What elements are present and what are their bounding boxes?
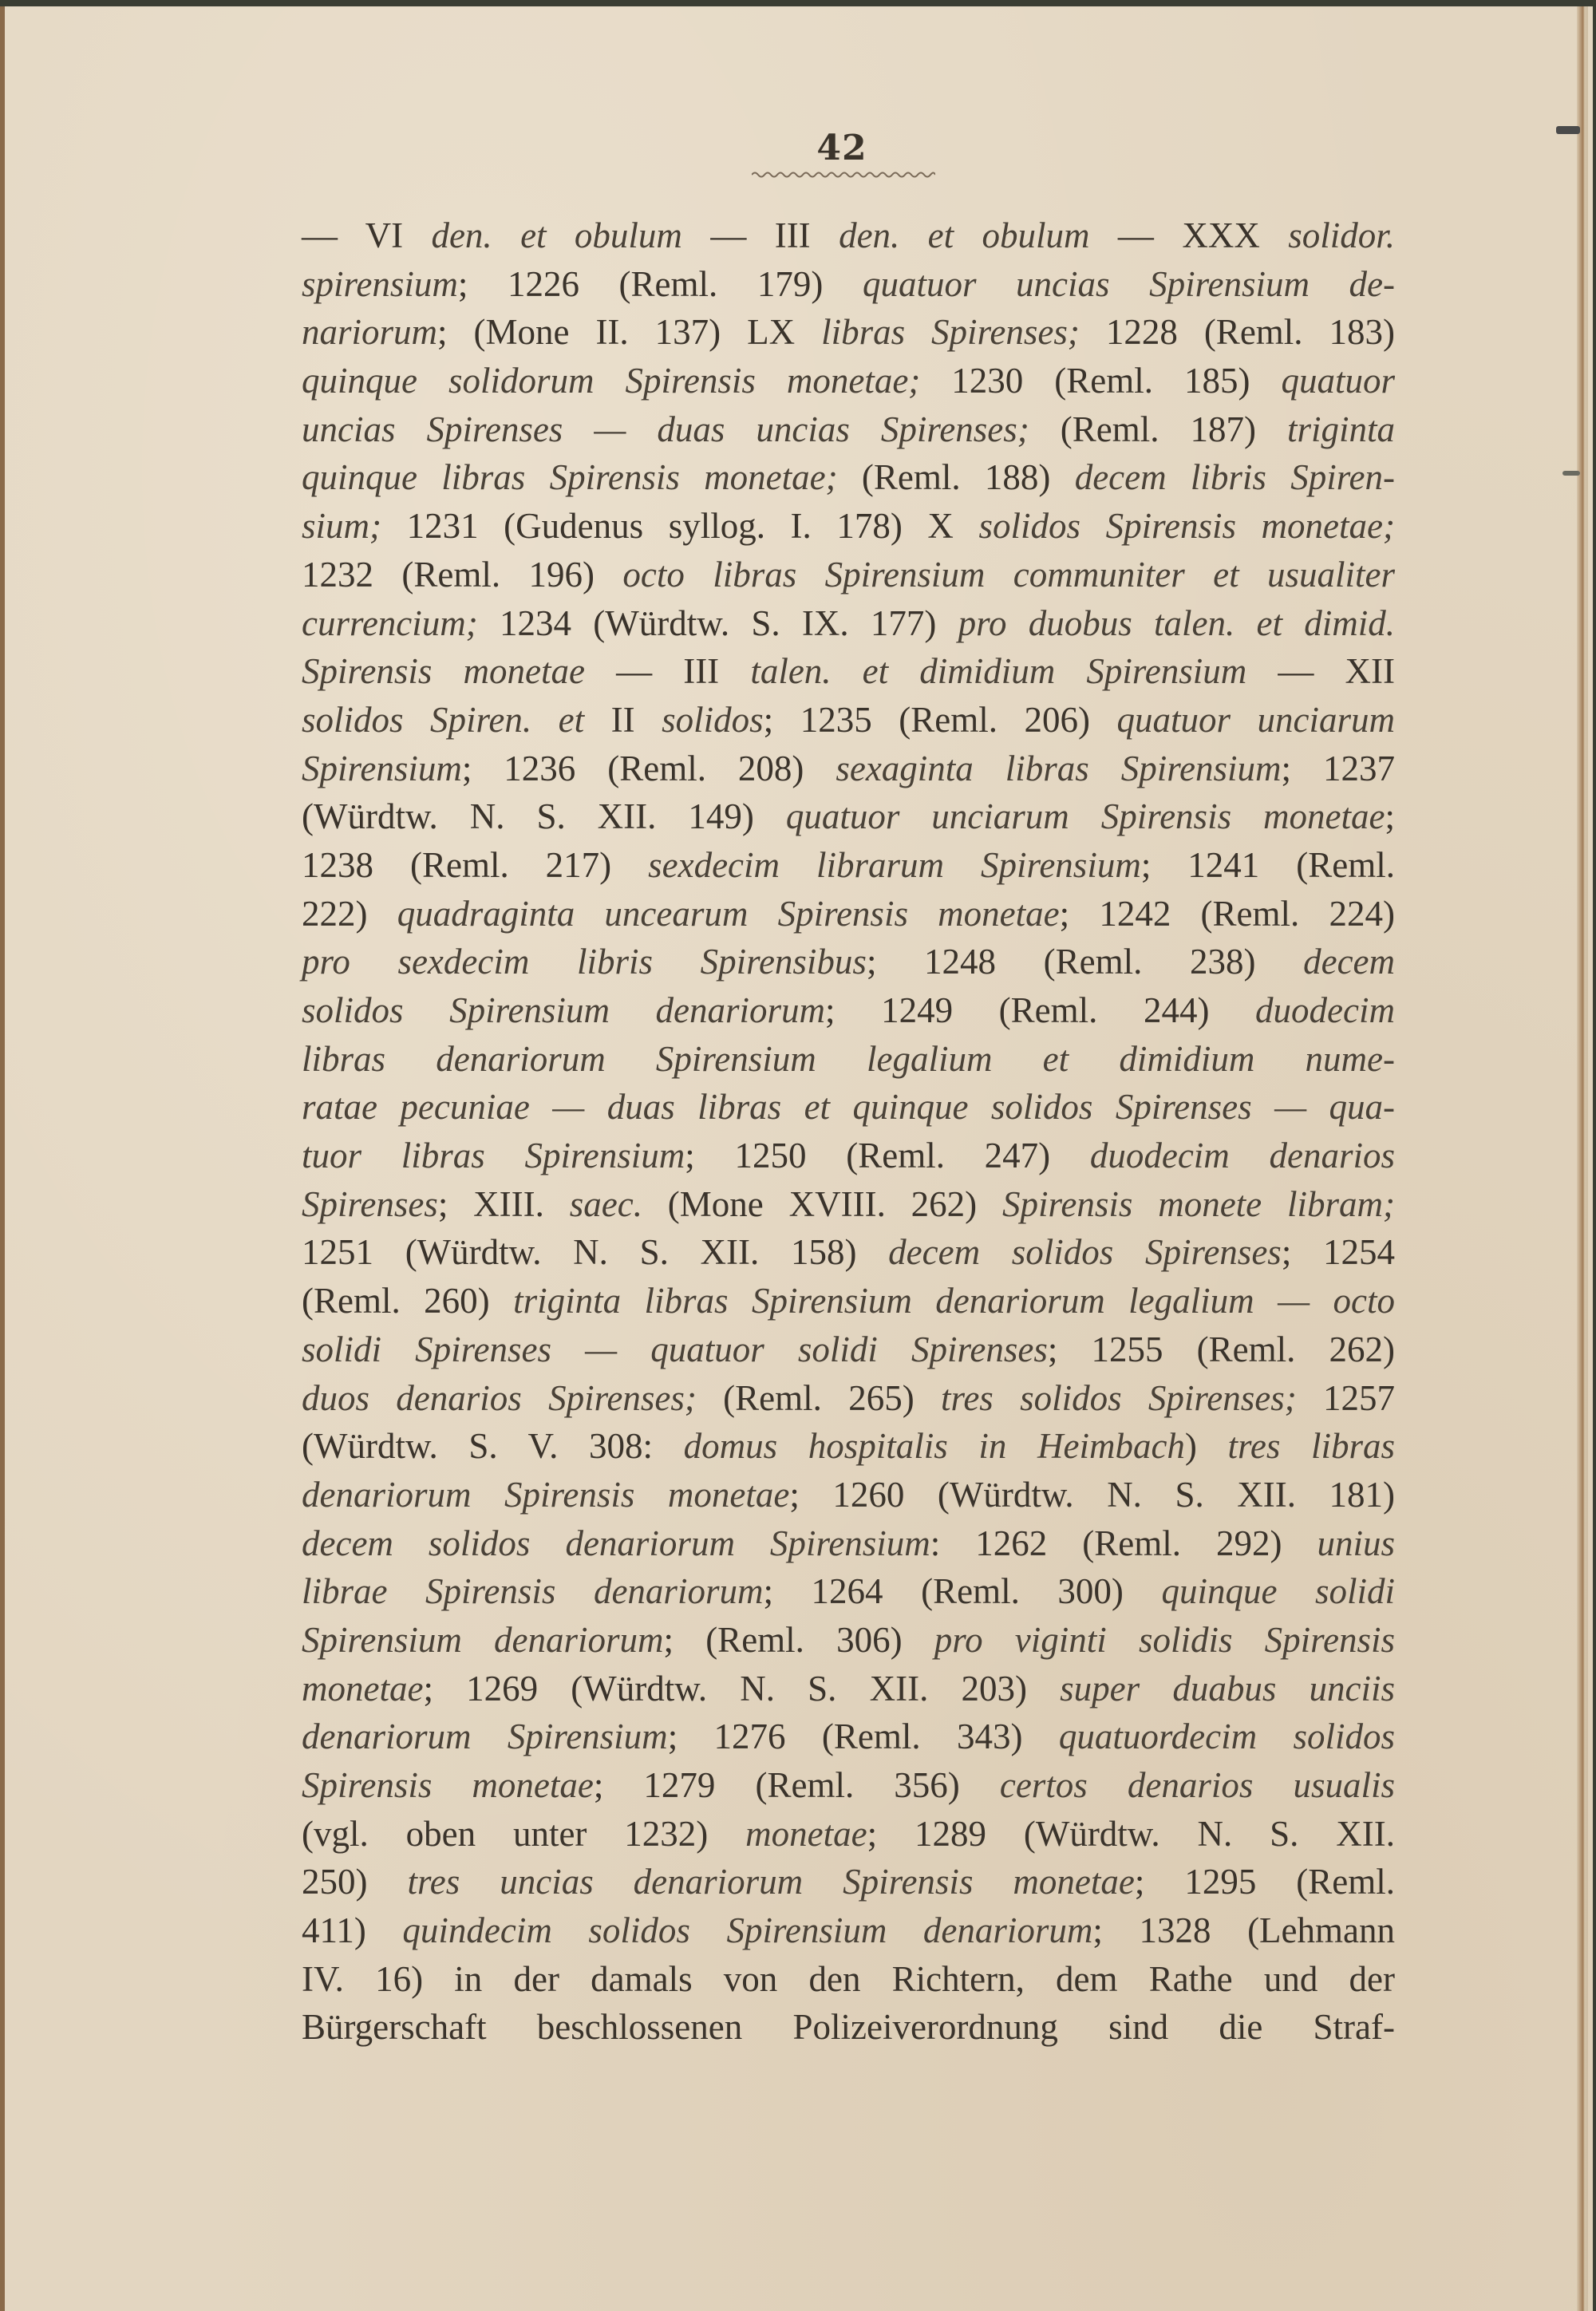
text-line — [302, 1471, 1395, 1519]
italic-text: quadraginta uncearum Spirensis monetae — [397, 893, 1060, 934]
italic-text: decem solidos Spirenses — [888, 1232, 1282, 1273]
italic-text: quatuor — [1281, 361, 1396, 401]
roman-text: 1230 (Reml. 185) — [920, 361, 1282, 401]
roman-text: ; (Mone II. 137) LX — [437, 312, 822, 353]
italic-text: solidos Spirensium denariorum — [302, 990, 826, 1030]
italic-text: quinque solidorum Spirensis monetae; — [302, 361, 921, 401]
italic-text: decem — [1303, 942, 1396, 982]
italic-text: Spirensium — [302, 748, 462, 788]
italic-text: tres libras — [1227, 1426, 1395, 1467]
roman-text: ; 1250 (Reml. 247) — [685, 1136, 1090, 1176]
roman-text: ; 1248 (Reml. 238) — [866, 942, 1304, 982]
italic-text: quinque libras Spirensis monetae; — [302, 457, 838, 498]
text-line — [302, 1277, 1395, 1325]
text-line — [302, 745, 1395, 793]
text-line — [302, 1325, 1395, 1374]
text-line — [302, 792, 1395, 841]
roman-text: ; 1235 (Reml. 206) — [763, 699, 1117, 740]
italic-text: solidi Spirenses — quatuor solidi Spirenses — [302, 1329, 1048, 1369]
roman-text: (Mone XVIII. 262) — [642, 1183, 1002, 1224]
roman-text: 1231 (Gudenus syllog. I. 178) X — [381, 506, 979, 547]
text-line — [302, 986, 1395, 1035]
italic-text: triginta libras Spirensium denariorum legalium — octo — [513, 1281, 1395, 1321]
italic-text: currencium; — [302, 602, 478, 643]
text-line — [302, 841, 1395, 890]
roman-text: — XXX — [1089, 215, 1289, 255]
text-line — [302, 1761, 1395, 1810]
roman-text: ; 1276 (Reml. 343) — [667, 1716, 1059, 1757]
wavy-rule-ornament — [752, 169, 935, 180]
italic-text: solidos Spirensis monetae; — [978, 506, 1395, 547]
italic-text: solidos — [662, 699, 764, 740]
italic-text: monetae — [745, 1813, 867, 1854]
text-line — [302, 551, 1395, 599]
italic-text: quatuordecim solidos — [1058, 1716, 1396, 1757]
page-edge — [1577, 6, 1588, 2311]
roman-text: ; 1254 — [1281, 1232, 1396, 1273]
italic-text: quatuor unciarum Spirensis monetae — [785, 796, 1385, 837]
roman-text: (Würdtw. N. S. XII. 149) — [302, 796, 786, 837]
roman-text: (Reml. 188) — [837, 457, 1075, 498]
text-line — [302, 1228, 1395, 1277]
text-line — [302, 1567, 1395, 1616]
text-line — [302, 1132, 1395, 1180]
italic-text: Spirensis monetae — [302, 1765, 594, 1805]
italic-text: decem solidos denariorum Spirensium — [302, 1523, 930, 1563]
text-line — [302, 1083, 1395, 1132]
roman-text: ; 1226 (Reml. 179) — [457, 263, 863, 304]
roman-text: (Reml. 265) — [696, 1377, 941, 1418]
roman-text: ; 1279 (Reml. 356) — [593, 1765, 1000, 1805]
text-line — [302, 1422, 1395, 1471]
italic-text: spirensium — [302, 263, 458, 304]
text-line — [302, 1035, 1395, 1084]
roman-text: ; 1241 (Reml. — [1140, 844, 1395, 885]
text-line — [302, 453, 1395, 502]
text-line — [302, 1374, 1395, 1423]
italic-text: den. et obulum — [839, 215, 1090, 255]
roman-text: ; 1242 (Reml. 224) — [1059, 893, 1395, 934]
italic-text: unius — [1317, 1523, 1396, 1563]
roman-text: 1234 (Würdtw. S. IX. 177) — [477, 602, 958, 643]
page-number: 42 — [816, 128, 867, 168]
italic-text: libras denariorum Spirensium legalium et dimidium nume- — [302, 1038, 1395, 1079]
italic-text: talen. et dimidium Spirensium — [750, 651, 1247, 692]
roman-text: — III — [584, 651, 751, 692]
italic-text: octo libras Spirensium communiter et usualiter — [622, 554, 1395, 595]
italic-text: quindecim solidos Spirensium denariorum — [402, 1910, 1093, 1951]
roman-text: ; 1249 (Reml. 244) — [825, 990, 1256, 1030]
roman-text: Bürgerschaft beschlossenen Polizeiverordnung sind die Straf- — [302, 2007, 1395, 2048]
text-line — [302, 1906, 1395, 1955]
text-line — [302, 357, 1395, 405]
roman-text: 1251 (Würdtw. N. S. XII. 158) — [302, 1232, 889, 1273]
italic-text: denariorum Spirensis monetae — [302, 1474, 790, 1515]
italic-text: nariorum — [302, 312, 438, 353]
italic-text: duodecim denarios — [1089, 1136, 1395, 1176]
italic-text: pro duobus talen. et dimid. — [958, 602, 1395, 643]
roman-text: ; — [1385, 796, 1396, 837]
text-line — [302, 1616, 1395, 1665]
roman-text: 1228 (Reml. 183) — [1079, 312, 1395, 353]
roman-text: II — [584, 699, 662, 740]
italic-text: saec. — [569, 1183, 642, 1224]
italic-text: pro sexdecim libris Spirensibus — [302, 942, 867, 982]
roman-text: ; 1237 — [1281, 748, 1395, 788]
roman-text: 222) — [302, 893, 397, 934]
roman-text: ; XIII. — [437, 1183, 570, 1224]
italic-text: solidos Spiren. et — [302, 699, 585, 740]
roman-text: ; 1255 (Reml. 262) — [1047, 1329, 1395, 1369]
roman-text: ; 1295 (Reml. — [1134, 1862, 1395, 1902]
text-line — [302, 405, 1395, 454]
italic-text: Spirensium denariorum — [302, 1619, 664, 1660]
roman-text: 250) — [302, 1862, 408, 1902]
roman-text: ) — [1184, 1426, 1228, 1467]
italic-text: certos denarios usualis — [999, 1765, 1395, 1805]
roman-text: (vgl. oben unter 1232) — [302, 1813, 746, 1854]
roman-text: (Reml. 260) — [302, 1281, 514, 1321]
text-line — [302, 1810, 1395, 1859]
italic-text: libras Spirenses; — [821, 312, 1080, 353]
roman-text: : 1262 (Reml. 292) — [930, 1523, 1317, 1563]
italic-text: den. et obulum — [431, 215, 682, 255]
italic-text: pro viginti solidis Spirensis — [934, 1619, 1396, 1660]
text-line — [302, 696, 1395, 745]
roman-text: (Reml. 187) — [1029, 409, 1287, 449]
italic-text: super duabus unciis — [1060, 1668, 1395, 1709]
italic-text: triginta — [1286, 409, 1395, 449]
italic-text: quatuor unciarum — [1116, 699, 1396, 740]
roman-text: ; 1264 (Reml. 300) — [763, 1571, 1162, 1612]
roman-text: 411) — [302, 1910, 403, 1951]
text-line — [302, 599, 1395, 648]
roman-text: 1232 (Reml. 196) — [302, 554, 623, 595]
roman-text: — VI — [302, 215, 432, 255]
page-edge-mark — [1562, 471, 1580, 476]
italic-text: sium; — [302, 506, 381, 547]
roman-text: (Würdtw. S. V. 308: — [302, 1426, 684, 1467]
italic-text: solidor. — [1288, 215, 1396, 255]
italic-text: librae Spirensis denariorum — [302, 1571, 764, 1612]
italic-text: sexaginta libras Spirensium — [836, 748, 1282, 788]
roman-text: ; (Reml. 306) — [663, 1619, 934, 1660]
italic-text: quinque solidi — [1161, 1571, 1395, 1612]
italic-text: tuor libras Spirensium — [302, 1136, 685, 1176]
text-line — [302, 1858, 1395, 1906]
text-line — [302, 1713, 1395, 1761]
text-line — [302, 2003, 1395, 2052]
italic-text: Spirenses — [302, 1183, 438, 1224]
italic-text: domus hospitalis in Heimbach — [683, 1426, 1185, 1467]
italic-text: ratae pecuniae — duas libras et quinque solidos Spirenses — qua- — [302, 1087, 1395, 1128]
text-line — [302, 1519, 1395, 1568]
text-line — [302, 890, 1395, 938]
roman-text: ; 1260 (Würdtw. N. S. XII. 181) — [789, 1474, 1395, 1515]
text-line — [302, 1665, 1395, 1713]
text-line — [302, 260, 1395, 309]
text-line — [302, 211, 1395, 260]
text-line — [302, 647, 1395, 696]
roman-text: 1238 (Reml. 217) — [302, 844, 649, 885]
italic-text: Spirensis monete libram; — [1002, 1183, 1395, 1224]
roman-text: IV. 16) in der damals von den Richtern, dem Rathe und der — [302, 1958, 1395, 1999]
italic-text: monetae — [302, 1668, 424, 1709]
text-line — [302, 1180, 1395, 1229]
roman-text: 1257 — [1296, 1377, 1395, 1418]
page-edge-mark — [1556, 126, 1580, 134]
italic-text: sexdecim librarum Spirensium — [648, 844, 1141, 885]
roman-text: ; 1289 (Würdtw. N. S. XII. — [867, 1813, 1395, 1854]
italic-text: tres uncias denariorum Spirensis monetae — [407, 1862, 1135, 1902]
italic-text: quatuor uncias Spirensium de- — [862, 263, 1396, 304]
body-text — [302, 211, 1395, 2052]
roman-text: ; 1269 (Würdtw. N. S. XII. 203) — [423, 1668, 1061, 1709]
text-line — [302, 938, 1395, 986]
text-line — [302, 308, 1395, 357]
roman-text: ; 1236 (Reml. 208) — [461, 748, 836, 788]
italic-text: duos denarios Spirenses; — [302, 1377, 697, 1418]
italic-text: tres solidos Spirenses; — [940, 1377, 1297, 1418]
text-line — [302, 1955, 1395, 2004]
roman-text: ; 1328 (Lehmann — [1092, 1910, 1395, 1951]
italic-text: denariorum Spirensium — [302, 1716, 668, 1757]
italic-text: duodecim — [1255, 990, 1395, 1030]
roman-text: — III — [681, 215, 839, 255]
italic-text: Spirensis monetae — [302, 651, 585, 692]
italic-text: decem libris Spiren- — [1074, 457, 1395, 498]
italic-text: uncias Spirenses — duas uncias Spirenses; — [302, 409, 1029, 449]
roman-text: — XII — [1246, 651, 1396, 692]
text-line — [302, 502, 1395, 551]
